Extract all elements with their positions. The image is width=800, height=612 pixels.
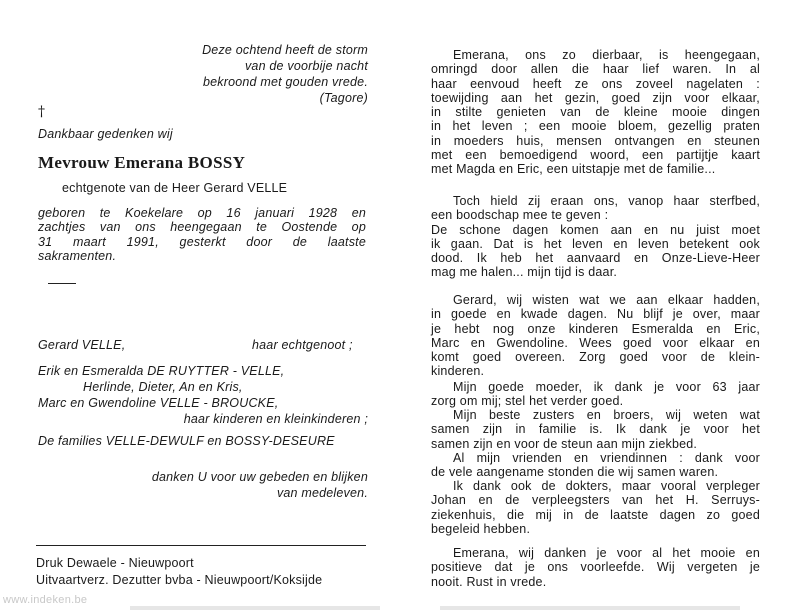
text-line: haar eenvoud heeft ze ons zoveel nagelaten : [431,76,760,91]
biography [38,206,366,263]
text-line: nooit. Rust in vrede. [431,574,547,589]
text-line: kinderen. [431,364,485,379]
text-line: in goede en kwade dagen. Nu blijf je over, maar [431,307,760,322]
family-gerard-name: Gerard VELLE, [38,338,126,352]
text-line: omringd door allen die haar lief waren. In al [431,62,760,77]
paragraph-5 [431,408,760,451]
family-families: De families VELLE-DEWULF en BOSSY-DESEURE [38,434,335,448]
text-line: mag me halen... mijn tijd is daar. [431,265,618,280]
text-line: samen zijn in familie is. Ik dank je voor het [431,422,760,437]
paragraph-4 [431,380,760,409]
bottom-edge-shadow [440,606,740,610]
text-line: Emerana, wij danken je voor al het mooie en [453,546,760,560]
bio-line: geboren te Koekelare op 16 januari 1928 en [38,206,366,220]
spouse-line: echtgenote van de Heer Gerard VELLE [62,181,288,195]
paragraph-2 [431,194,760,280]
text-line: Emerana, ons zo dierbaar, is heengegaan, [453,48,760,62]
footer-divider [36,545,366,546]
bio-line: 31 maart 1991, gesterkt door de laatste [38,234,366,249]
intro-text: Dankbaar gedenken wij [38,127,173,141]
text-line: met een bemoedigend woord, een partijtje kaart [431,148,760,163]
family-grandchildren: Herlinde, Dieter, An en Kris, [83,380,243,394]
text-line: positieve dat je ons voorleefde. Wij vergeten je [431,560,760,575]
text-line: ziekenhuis, die mij in de laatste dagen zo goed [431,507,760,522]
paragraph-8 [431,546,760,589]
site-watermark: www.indeken.be [3,594,88,606]
text-line: komt goed overeen. Zorg goed voor de klein- [431,350,760,365]
printer-credit: Druk Dewaele - Nieuwpoort [36,556,194,570]
text-line: met Magda en Eric, een uitstapje met de familie... [431,162,716,177]
text-line: een boodschap mee te geven : [431,208,609,223]
text-line: ik gaan. Dat is het leven en leven betekent ook [431,236,760,251]
text-line: dood. Ik heb het aanvaard en Onze-Lieve-Heer [431,251,760,266]
paragraph-6 [431,451,760,480]
short-divider [48,283,76,284]
bottom-edge-shadow [130,606,380,610]
text-line: Mijn goede moeder, ik dank je voor 63 jaar [453,380,760,394]
text-line: De schone dagen komen aan en nu juist moet [431,222,760,237]
text-line: Toch hield zij eraan ons, vanop haar sterfbed, [453,194,760,208]
text-line: in stilte genieten van de kleine mooie dingen [431,105,760,120]
family-erik: Erik en Esmeralda DE RUYTTER - VELLE, [38,364,285,378]
text-line: zorg om mij; stel het verder goed. [431,394,624,409]
bio-line: sakramenten. [38,248,117,263]
text-line: Johan en de verpleegsters van het H. Serruys- [431,493,760,508]
text-line: je hebt nog onze kinderen Esmeralda en Eric, [431,321,760,336]
epigraph-line: bekroond met gouden vrede. [202,75,368,89]
bio-line: zachtjes van ons heengegaan te Oostende op [38,220,366,235]
paragraph-1 [431,48,760,177]
paragraph-7 [431,479,760,536]
text-line: Al mijn vrienden en vriendinnen : dank voor [453,451,760,465]
epigraph-line: Deze ochtend heeft de storm [202,43,368,57]
text-line: Marc en Gwendoline. Wees goed voor elkaar en [431,335,760,350]
thanks-line: van medeleven. [276,486,368,500]
text-line: begeleid hebben. [431,521,531,536]
text-line: toewijding aan het gezin, goed zijn voor elkaar, [431,90,760,105]
cross-icon: † [38,104,45,120]
text-line: de vele aangename stonden die wij samen waren. [431,465,719,480]
text-line: Gerard, wij wisten wat we aan elkaar hadden, [453,293,760,307]
epigraph-line: van de voorbije nacht [244,59,368,73]
thanks-line: danken U voor uw gebeden en blijken [151,470,368,484]
text-line: samen zijn en voor de steun aan mijn ziekbed. [431,436,698,451]
family-children-role: haar kinderen en kleinkinderen ; [183,412,368,426]
deceased-name: Mevrouw Emerana BOSSY [38,153,246,172]
funeral-credit: Uitvaartverz. Dezutter bvba - Nieuwpoort/Koksijde [36,573,323,587]
family-gerard-role: haar echtgenoot ; [252,338,353,352]
text-line: Mijn beste zusters en broers, wij weten wat [453,408,760,422]
family-marc: Marc en Gwendoline VELLE - BROUCKE, [38,396,279,410]
text-line: Ik dank ook de dokters, maar vooral verpleger [453,479,760,493]
text-line: in moeders huis, mensen ontvangen en steunen [431,133,760,148]
epigraph-attribution: (Tagore) [319,91,368,105]
paragraph-3 [431,293,760,379]
text-line: in het leven ; een mooie bloem, gezellig praten [431,119,760,134]
